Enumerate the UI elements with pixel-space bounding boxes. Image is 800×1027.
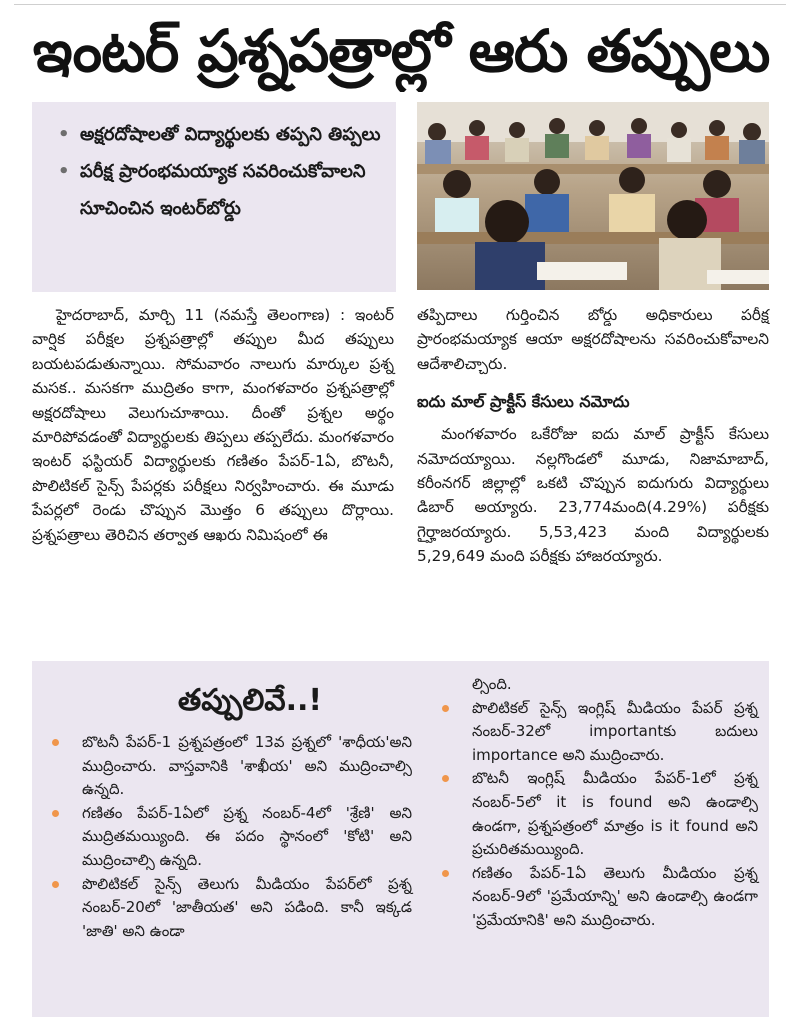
error-item: పొలిటికల్ సైన్స్ తెలుగు మీడియం పేపర్‌లో ప్రశ్న నంబర్-20లో 'జాతీయత' అని పడింది. కానీ ఇక్కడ 'జాతి' అని ఉండా [40,873,412,944]
exam-hall-photo [417,102,769,290]
students-writing-exam-illustration [417,102,769,290]
errors-box-title: తప్పులివే..! [177,683,323,718]
section-subhead: ఐదు మాల్ ప్రాక్టీస్ కేసులు నమోదు [417,392,630,412]
errors-left-list [40,731,412,943]
headline: ఇంటర్ ప్రశ్నపత్రాల్లో ఆరు తప్పులు [32,17,770,85]
top-rule [14,4,786,5]
errors-right-list [430,673,758,933]
error-item: బొటనీ పేపర్-1 ప్రశ్నపత్రంలో 13వ ప్రశ్నలో 'శాధీయ'అని ముద్రించారు. వాస్తవానికి 'శాఖీయ' అని ముద్రించాల్సి ఉన్నది. [40,731,412,802]
error-item: బొటనీ ఇంగ్లిష్ మీడియం పేపర్-1లో ప్రశ్న నంబర్-5లో it is found అని ఉండాల్సి ఉండగా, ప్రశ్నపత్రంలో మాత్రం is it found అని ప్రచురితమయ్యింది. [430,767,758,861]
article-paragraph: తప్పిదాలు గుర్తించిన బోర్డు అధికారులు పరీక్ష ప్రారంభమయ్యాక ఆయా అక్షరదోషాలను సవరించుకోవాలని ఆదేశాలిచ్చారు. [417,306,769,373]
error-item: గణితం పేపర్-1ఏ తెలుగు మీడియం ప్రశ్న నంబర్-9లో 'ప్రమేయాన్ని' అని ఉండాల్సి ఉండగా 'ప్రమేయానికి' అని ముద్రించారు. [430,862,758,933]
article-paragraph: మంగళవారం ఒకేరోజు ఐదు మాల్ ప్రాక్టీస్ కేసులు నమోదయ్యాయి. నల్లగొండలో మూడు, నిజామాబాద్, కరీంనగర్ జిల్లాల్లో ఒకటి చొప్పున ఐదుగురు విద్యార్థులు డిబార్ అయ్యారు. 23,774మంది(4.29%) పరీక్షకు గైర్హాజరయ్యారు. 5,53,423 మంది విద్యార్థులకు 5,29,649 మంది పరీక్షకు హాజరయ్యారు. [417,425,769,566]
highlight-item: • పరీక్ష ప్రారంభమయ్యాక సవరించుకోవాలని సూచించిన ఇంటర్‌బోర్డు [58,153,386,227]
article-left-column [32,303,394,547]
errors-box [32,661,769,1017]
highlights-box [32,102,396,292]
article-right-column [417,303,769,569]
highlight-item: • అక్షరదోషాలతో విద్యార్థులకు తప్పని తిప్పలు [58,116,386,153]
error-item: పొలిటికల్ సైన్స్ ఇంగ్లిష్ మీడియం పేపర్ ప్రశ్న నంబర్-32లో importantకు బదులు importance అని ముద్రించారు. [430,697,758,768]
article-paragraph: హైదరాబాద్, మార్చి 11 (నమస్తే తెలంగాణ) : ఇంటర్ వార్షిక పరీక్షల ప్రశ్నపత్రాల్లో తప్పుల మీద తప్పులు బయటపడుతున్నాయి. సోమవారం నాలుగు మార్కుల ప్రశ్న మసక.. మసకగా ముద్రితం కాగా, మంగళవారం ప్రశ్నపత్రాల్లో అక్షరదోషాలు వెలుగుచూశాయి. దీంతో ప్రశ్నల అర్థం మారిపోవడంతో విద్యార్థులకు తిప్పలు తప్పలేదు. మంగళవారం ఇంటర్ ఫస్టియర్ విద్యార్థులకు గణితం పేపర్-1ఏ, బొటనీ, పొలిటికల్ సైన్స్ పేపర్లకు పరీక్షలు నిర్వహించారు. ఈ మూడు పేపర్లలో రెండు చొప్పున మొత్తం 6 తప్పులు దొర్లాయి. ప్రశ్నపత్రాలు తెరిచిన తర్వాత ఆఖరు నిమిషంలో ఈ [32,306,394,544]
error-item-continuation: ల్సింది. [472,675,512,693]
error-item: గణితం పేపర్-1ఏలో ప్రశ్న నంబర్-4లో 'శ్రేణి' అని ముద్రితమయ్యింది. ఈ పదం స్థానంలో 'కోటి' అని ముద్రించాల్సి ఉన్నది. [40,802,412,873]
